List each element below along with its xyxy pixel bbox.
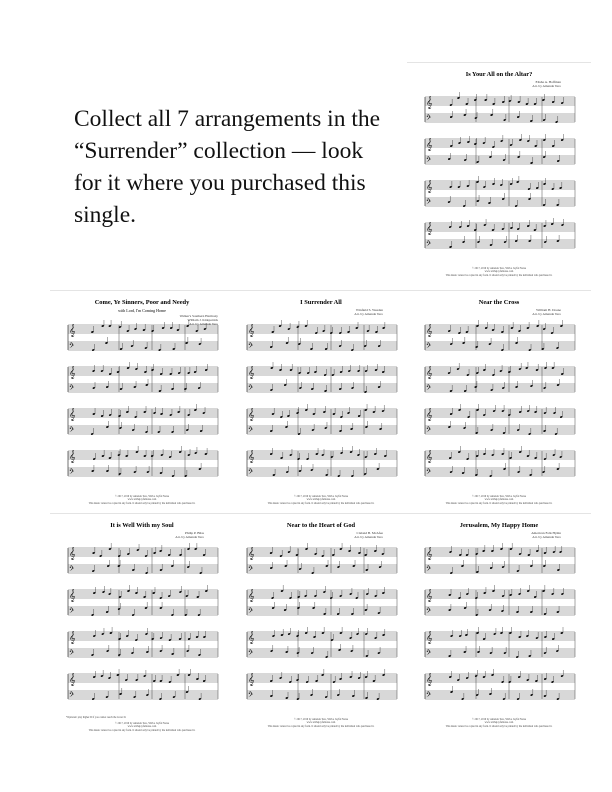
treble-clef-icon: 𝄞 xyxy=(426,631,433,644)
bass-clef-icon: 𝄢 xyxy=(426,468,432,477)
music-system xyxy=(247,669,397,700)
bass-clef-icon: 𝄢 xyxy=(248,426,254,435)
treble-clef-icon: 𝄞 xyxy=(426,450,433,463)
sheet-music-staves xyxy=(407,291,591,516)
music-system xyxy=(425,627,575,658)
treble-clef-icon: 𝄞 xyxy=(69,450,76,463)
bass-clef-icon: 𝄢 xyxy=(426,691,432,700)
treble-clef-icon: 𝄞 xyxy=(426,547,433,560)
bass-clef-icon: 𝄢 xyxy=(248,565,254,574)
treble-clef-icon: 𝄞 xyxy=(69,408,76,421)
treble-clef-icon: 𝄞 xyxy=(248,408,255,421)
treble-clef-icon: 𝄞 xyxy=(248,673,255,686)
treble-clef-icon: 𝄞 xyxy=(426,138,433,151)
bass-clef-icon: 𝄢 xyxy=(69,468,75,477)
sheet-music-thumbnail xyxy=(229,290,413,516)
treble-clef-icon: 𝄞 xyxy=(69,673,76,686)
music-system xyxy=(68,320,218,351)
sheet-music-staves xyxy=(407,63,591,288)
bass-clef-icon: 𝄢 xyxy=(426,198,432,207)
music-system xyxy=(425,404,575,435)
song-title: Near the Cross xyxy=(478,299,520,306)
song-credits: Philip P. Bliss Arr. by Amanda Tero xyxy=(175,531,204,539)
bass-clef-icon: 𝄢 xyxy=(426,384,432,393)
music-system xyxy=(247,320,397,351)
bass-clef-icon: 𝄢 xyxy=(69,607,75,616)
music-system xyxy=(425,134,575,165)
treble-clef-icon: 𝄞 xyxy=(426,222,433,235)
treble-clef-icon: 𝄞 xyxy=(426,180,433,193)
bass-clef-icon: 𝄢 xyxy=(69,384,75,393)
sheet-music-staves xyxy=(50,291,234,516)
music-system xyxy=(68,362,218,393)
bass-clef-icon: 𝄢 xyxy=(248,607,254,616)
treble-clef-icon: 𝄞 xyxy=(69,366,76,379)
treble-clef-icon: 𝄞 xyxy=(248,366,255,379)
music-system xyxy=(68,543,218,574)
copyright-footer: © 2017, 2019 by Amanda Tero, With a Joyful Noise www.withajoyfulnoise.com This music cannot be copied in any form. It should only be printed by the individual who purchased it. xyxy=(445,718,553,728)
music-system xyxy=(425,218,575,249)
bass-clef-icon: 𝄢 xyxy=(248,342,254,351)
bass-clef-icon: 𝄢 xyxy=(426,114,432,123)
sheet-music-thumbnail xyxy=(50,290,234,516)
bass-clef-icon: 𝄢 xyxy=(69,649,75,658)
bass-clef-icon: 𝄢 xyxy=(69,342,75,351)
footnote: *Optional: play higher D if you cannot reach the lower D. xyxy=(66,716,127,719)
treble-clef-icon: 𝄞 xyxy=(248,324,255,337)
song-credits: William H. Doane Arr. by Amanda Tero xyxy=(532,308,561,316)
treble-clef-icon: 𝄞 xyxy=(69,324,76,337)
music-system xyxy=(68,627,218,658)
copyright-footer: © 2017, 2019 by Amanda Tero, With a Joyful Noise www.withajoyfulnoise.com This music cannot be copied in any form. It should only be printed by the individual who purchased it. xyxy=(267,718,375,728)
sheet-music-thumbnail xyxy=(407,513,591,739)
sheet-music-staves xyxy=(407,514,591,739)
music-system xyxy=(425,446,575,477)
bass-clef-icon: 𝄢 xyxy=(426,426,432,435)
song-credits: Cleland B. McAfee Arr. by Amanda Tero xyxy=(354,531,383,539)
music-system xyxy=(247,543,397,574)
bass-clef-icon: 𝄢 xyxy=(426,156,432,165)
music-system xyxy=(425,362,575,393)
treble-clef-icon: 𝄞 xyxy=(426,324,433,337)
treble-clef-icon: 𝄞 xyxy=(426,408,433,421)
song-title: Is Your All on the Altar? xyxy=(465,71,533,78)
treble-clef-icon: 𝄞 xyxy=(248,631,255,644)
treble-clef-icon: 𝄞 xyxy=(426,96,433,109)
song-credits: American Folk Hymn Arr. by Amanda Tero xyxy=(531,531,561,539)
treble-clef-icon: 𝄞 xyxy=(69,631,76,644)
bass-clef-icon: 𝄢 xyxy=(426,607,432,616)
bass-clef-icon: 𝄢 xyxy=(426,240,432,249)
music-system xyxy=(247,362,397,393)
sheet-music-thumbnail xyxy=(407,62,591,288)
song-title: Come, Ye Sinners, Poor and Needy xyxy=(94,299,190,306)
music-system xyxy=(247,585,397,616)
bass-clef-icon: 𝄢 xyxy=(426,342,432,351)
bass-clef-icon: 𝄢 xyxy=(248,691,254,700)
copyright-footer: © 2017, 2019 by Amanda Tero, With a Joyful Noise www.withajoyfulnoise.com This music cannot be copied in any form. It should only be printed by the individual who purchased it. xyxy=(88,722,196,732)
song-title: Jerusalem, My Happy Home xyxy=(459,522,539,529)
bass-clef-icon: 𝄢 xyxy=(69,565,75,574)
promo-text: Collect all 7 arrangements in the “Surrender” collection — look for it where you purchased this single. xyxy=(74,106,381,228)
bass-clef-icon: 𝄢 xyxy=(248,649,254,658)
treble-clef-icon: 𝄞 xyxy=(426,366,433,379)
song-credits: Walker's Southern Harmony William J. Kirkpatrick Arr. by Amanda Tero xyxy=(179,314,218,326)
sheet-music-thumbnail xyxy=(50,513,234,739)
music-system xyxy=(68,669,218,700)
music-system xyxy=(68,446,218,477)
sheet-music-thumbnail xyxy=(407,290,591,516)
music-system xyxy=(425,585,575,616)
song-credits: Elisha A. Hoffman Arr. by Amanda Tero xyxy=(532,80,561,88)
copyright-footer: © 2017, 2019 by Amanda Tero, With a Joyful Noise www.withajoyfulnoise.com This music cannot be copied in any form. It should only be printed by the individual who purchased it. xyxy=(445,495,553,505)
treble-clef-icon: 𝄞 xyxy=(426,673,433,686)
music-system xyxy=(247,627,397,658)
song-title: It is Well With my Soul xyxy=(110,522,174,529)
sheet-music-staves xyxy=(229,291,413,516)
song-credits: Winfield S. Weeden Arr. by Amanda Tero xyxy=(354,308,383,316)
music-system xyxy=(425,176,575,207)
bass-clef-icon: 𝄢 xyxy=(426,649,432,658)
treble-clef-icon: 𝄞 xyxy=(69,589,76,602)
bass-clef-icon: 𝄢 xyxy=(69,426,75,435)
treble-clef-icon: 𝄞 xyxy=(426,589,433,602)
bass-clef-icon: 𝄢 xyxy=(248,468,254,477)
music-system xyxy=(68,585,218,616)
treble-clef-icon: 𝄞 xyxy=(248,450,255,463)
treble-clef-icon: 𝄞 xyxy=(248,547,255,560)
song-subtitle: with Lord, I'm Coming Home xyxy=(118,308,166,313)
copyright-footer: © 2017, 2019 by Amanda Tero, With a Joyful Noise www.withajoyfulnoise.com This music cannot be copied in any form. It should only be printed by the individual who purchased it. xyxy=(445,267,553,277)
bass-clef-icon: 𝄢 xyxy=(69,691,75,700)
music-system xyxy=(425,669,575,700)
music-system xyxy=(247,404,397,435)
treble-clef-icon: 𝄞 xyxy=(69,547,76,560)
copyright-footer: © 2017, 2019 by Amanda Tero, With a Joyful Noise www.withajoyfulnoise.com This music cannot be copied in any form. It should only be printed by the individual who purchased it. xyxy=(267,495,375,505)
sheet-music-staves xyxy=(229,514,413,739)
music-system xyxy=(68,404,218,435)
song-title: Near to the Heart of God xyxy=(286,522,356,529)
song-title: I Surrender All xyxy=(300,299,342,306)
music-system xyxy=(425,320,575,351)
sheet-music-thumbnail xyxy=(229,513,413,739)
copyright-footer: © 2017, 2019 by Amanda Tero, With a Joyful Noise www.withajoyfulnoise.com This music cannot be copied in any form. It should only be printed by the individual who purchased it. xyxy=(88,495,196,505)
bass-clef-icon: 𝄢 xyxy=(248,384,254,393)
music-system xyxy=(247,446,397,477)
bass-clef-icon: 𝄢 xyxy=(426,565,432,574)
treble-clef-icon: 𝄞 xyxy=(248,589,255,602)
music-system xyxy=(425,543,575,574)
music-system xyxy=(425,92,575,123)
sheet-music-staves xyxy=(50,514,234,739)
